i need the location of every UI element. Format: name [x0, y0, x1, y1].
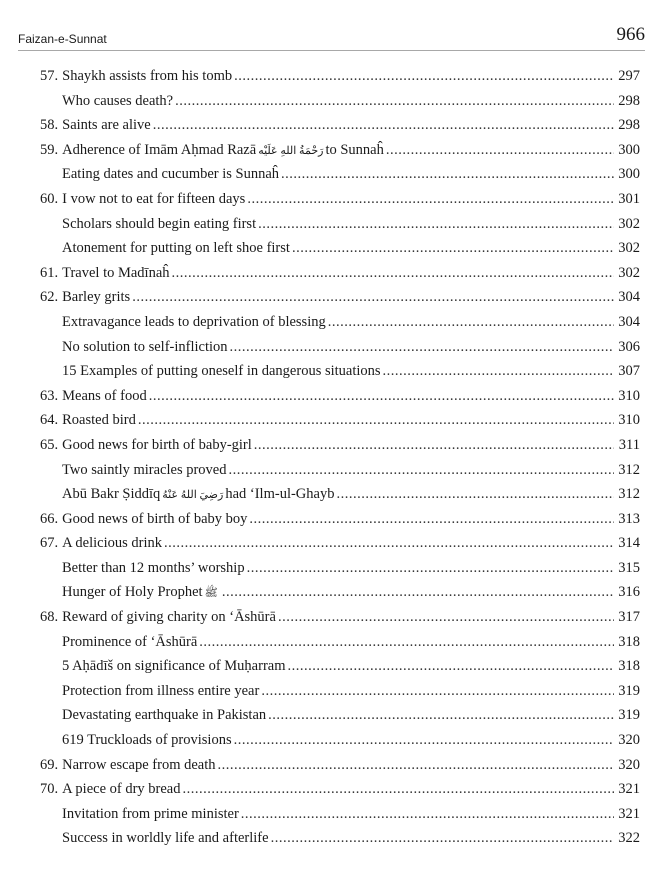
- honorific-calligraphy: رَحْمَةُ اللهِ عَلَيْه: [258, 144, 324, 157]
- toc-entry[interactable]: [40, 806, 640, 831]
- toc-entry[interactable]: [40, 658, 640, 683]
- honorific-calligraphy: رَضِيَ اللهُ عَنْهُ: [162, 489, 224, 502]
- toc-entry-number: 58.: [40, 117, 59, 134]
- page-number: 966: [616, 24, 645, 45]
- toc-entry[interactable]: [40, 191, 640, 216]
- dot-leader: [271, 830, 614, 847]
- dot-leader: [138, 412, 614, 429]
- toc-entry-page: 302: [618, 264, 640, 281]
- toc-entry-title: Travel to Madīnaĥ: [62, 264, 170, 281]
- toc-entry[interactable]: [40, 240, 640, 265]
- table-of-contents: [40, 68, 640, 855]
- toc-entry-title: Prominence of ‘Āshūrā: [62, 633, 198, 650]
- toc-entry-title: Reward of giving charity on ‘Āshūrā: [62, 609, 276, 626]
- toc-entry-title: Eating dates and cucumber is Sunnaĥ: [62, 166, 280, 183]
- dot-leader: [287, 658, 614, 675]
- dot-leader: [153, 117, 614, 134]
- toc-entry-number: 67.: [40, 535, 59, 552]
- toc-entry[interactable]: [40, 166, 640, 191]
- dot-leader: [261, 683, 614, 700]
- dot-leader: [247, 191, 614, 208]
- toc-entry-page: 314: [618, 535, 640, 552]
- dot-leader: [230, 339, 614, 356]
- toc-entry-number: 69.: [40, 756, 59, 773]
- dot-leader: [268, 707, 614, 724]
- dot-leader: [383, 363, 614, 380]
- toc-entry[interactable]: [40, 339, 640, 364]
- toc-entry[interactable]: [40, 142, 640, 167]
- toc-entry-page: 317: [618, 609, 640, 626]
- toc-entry-title: A piece of dry bread: [62, 781, 181, 798]
- toc-entry-title: Devastating earthquake in Pakistan: [62, 707, 267, 724]
- dot-leader: [249, 511, 614, 528]
- dot-leader: [281, 166, 614, 183]
- toc-entry-number: 70.: [40, 781, 59, 798]
- toc-entry-page: 318: [618, 633, 640, 650]
- dot-leader: [183, 781, 615, 798]
- toc-entry[interactable]: [40, 732, 640, 757]
- toc-entry-title: Extravagance leads to deprivation of blessing: [62, 313, 326, 330]
- toc-entry-number: 68.: [40, 609, 59, 626]
- toc-entry-title: Saints are alive: [62, 117, 151, 134]
- toc-entry-page: 315: [618, 559, 640, 576]
- honorific-calligraphy: ﷺ: [204, 587, 218, 600]
- dot-leader: [199, 634, 614, 651]
- toc-entry-page: 319: [618, 707, 640, 724]
- toc-entry[interactable]: [40, 363, 640, 388]
- toc-entry-title: Barley grits: [62, 289, 131, 306]
- toc-entry[interactable]: [40, 388, 640, 413]
- toc-entry-page: 298: [618, 117, 640, 134]
- toc-entry-title: Hunger of Holy Prophet: [62, 584, 203, 601]
- toc-entry-page: 321: [618, 805, 640, 822]
- toc-entry-title: Roasted bird: [62, 412, 136, 429]
- toc-entry[interactable]: [40, 584, 640, 609]
- toc-entry-title-continued: had ‘Ilm-ul-Ghayb: [225, 486, 335, 503]
- toc-entry-title: Atonement for putting on left shoe first: [62, 240, 290, 257]
- toc-entry-number: 61.: [40, 264, 59, 281]
- toc-entry[interactable]: [40, 634, 640, 659]
- toc-entry[interactable]: [40, 289, 640, 314]
- toc-entry-title: Good news for birth of baby-girl: [62, 436, 252, 453]
- toc-entry-page: 302: [618, 240, 640, 257]
- toc-entry-page: 300: [618, 141, 640, 158]
- toc-entry-page: 302: [618, 215, 640, 232]
- dot-leader: [254, 437, 614, 454]
- dot-leader: [234, 68, 614, 85]
- toc-entry[interactable]: [40, 486, 640, 511]
- toc-entry-page: 312: [618, 486, 640, 503]
- toc-entry-page: 322: [618, 830, 640, 847]
- toc-entry-title: 619 Truckloads of provisions: [62, 732, 232, 749]
- toc-entry-page: 312: [618, 461, 640, 478]
- toc-entry-title: Invitation from prime minister: [62, 805, 239, 822]
- dot-leader: [328, 314, 614, 331]
- toc-entry-title-continued: to Sunnaĥ: [325, 141, 384, 158]
- toc-entry-page: 297: [618, 68, 640, 84]
- toc-entry[interactable]: [40, 560, 640, 585]
- dot-leader: [175, 93, 614, 110]
- toc-entry-title: No solution to self-infliction: [62, 338, 228, 355]
- toc-entry-title: 15 Examples of putting oneself in dangerous situations: [62, 363, 381, 380]
- toc-entry[interactable]: [40, 68, 640, 93]
- toc-entry[interactable]: [40, 314, 640, 339]
- toc-entry-title: A delicious drink: [62, 535, 163, 552]
- dot-leader: [172, 265, 614, 282]
- toc-entry-title: I vow not to eat for fifteen days: [62, 190, 246, 207]
- dot-leader: [149, 388, 614, 405]
- toc-entry-number: 65.: [40, 436, 59, 453]
- toc-entry-title: Who causes death?: [62, 92, 174, 109]
- toc-entry-page: 301: [618, 190, 640, 207]
- toc-entry[interactable]: [40, 412, 640, 437]
- toc-entry[interactable]: [40, 265, 640, 290]
- toc-entry-page: 320: [618, 756, 640, 773]
- book-title: Faizan-e-Sunnat: [18, 32, 107, 46]
- toc-entry-page: 311: [618, 436, 640, 453]
- dot-leader: [132, 289, 614, 306]
- toc-entry-number: 59.: [40, 141, 59, 158]
- toc-entry[interactable]: [40, 216, 640, 241]
- toc-entry-number: 57.: [40, 68, 59, 84]
- toc-entry[interactable]: [40, 437, 640, 462]
- header-divider: [18, 50, 645, 51]
- toc-entry-page: 310: [618, 387, 640, 404]
- toc-entry-number: 62.: [40, 289, 59, 306]
- dot-leader: [222, 584, 614, 601]
- toc-entry[interactable]: [40, 117, 640, 142]
- toc-entry-title: Narrow escape from death: [62, 756, 216, 773]
- toc-entry-page: 310: [618, 412, 640, 429]
- toc-entry-title: Two saintly miracles proved: [62, 461, 227, 478]
- dot-leader: [292, 240, 614, 257]
- toc-entry[interactable]: [40, 830, 640, 855]
- toc-entry[interactable]: [40, 511, 640, 536]
- dot-leader: [228, 462, 614, 479]
- toc-entry-page: 306: [618, 338, 640, 355]
- dot-leader: [336, 486, 614, 503]
- toc-entry-page: 316: [618, 584, 640, 601]
- toc-entry-title: Means of food: [62, 387, 147, 404]
- toc-entry-page: 319: [618, 682, 640, 699]
- dot-leader: [258, 216, 614, 233]
- toc-entry[interactable]: [40, 757, 640, 782]
- page-header: [18, 22, 645, 52]
- dot-leader: [386, 142, 614, 159]
- toc-entry-page: 304: [618, 313, 640, 330]
- toc-entry-page: 298: [618, 92, 640, 109]
- toc-entry[interactable]: [40, 462, 640, 487]
- toc-entry-title: Protection from illness entire year: [62, 682, 260, 699]
- toc-entry-number: 63.: [40, 387, 59, 404]
- toc-entry-page: 313: [618, 510, 640, 527]
- dot-leader: [234, 732, 614, 749]
- dot-leader: [278, 609, 614, 626]
- toc-entry-page: 300: [618, 166, 640, 183]
- toc-entry[interactable]: [40, 609, 640, 634]
- toc-entry-page: 321: [618, 781, 640, 798]
- toc-entry[interactable]: [40, 683, 640, 708]
- toc-entry-page: 307: [618, 363, 640, 380]
- toc-entry-page: 304: [618, 289, 640, 306]
- toc-entry-title: Scholars should begin eating first: [62, 215, 257, 232]
- toc-entry-page: 318: [618, 658, 640, 675]
- toc-entry[interactable]: [40, 535, 640, 560]
- toc-entry-number: 66.: [40, 510, 59, 527]
- toc-entry-title: Abū Bakr Ṣiddīq: [62, 486, 161, 503]
- toc-entry-title: 5 Aḥādīš on significance of Muḥarram: [62, 658, 286, 675]
- toc-entry-title: Better than 12 months’ worship: [62, 559, 245, 576]
- toc-entry-page: 320: [618, 732, 640, 749]
- toc-entry-title: Shaykh assists from his tomb: [62, 68, 233, 84]
- dot-leader: [164, 535, 614, 552]
- toc-entry-title: Success in worldly life and afterlife: [62, 830, 269, 847]
- toc-entry[interactable]: [40, 93, 640, 118]
- dot-leader: [218, 757, 614, 774]
- toc-entry-number: 64.: [40, 412, 59, 429]
- toc-entry-title: Good news of birth of baby boy: [62, 510, 248, 527]
- dot-leader: [247, 560, 614, 577]
- toc-entry[interactable]: [40, 707, 640, 732]
- toc-entry-title: Adherence of Imām Aḥmad Razā: [62, 141, 257, 158]
- dot-leader: [241, 806, 614, 823]
- toc-entry-number: 60.: [40, 190, 59, 207]
- toc-entry[interactable]: [40, 781, 640, 806]
